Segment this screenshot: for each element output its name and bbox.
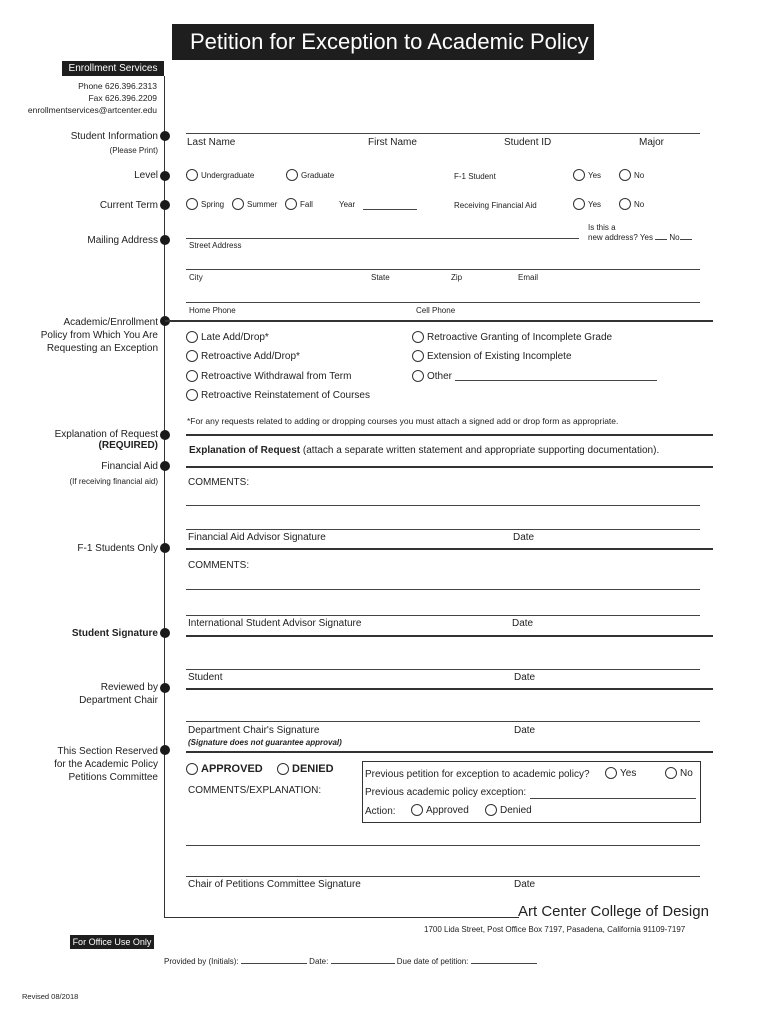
explanation-text bbox=[189, 445, 659, 456]
f1-comments-label: COMMENTS: bbox=[188, 560, 250, 571]
due-date-label: Due date of petition: bbox=[396, 957, 469, 966]
label-email: Email bbox=[518, 273, 539, 282]
timeline-dot bbox=[160, 628, 170, 638]
committee-comments-label: COMMENTS/EXPLANATION: bbox=[188, 785, 322, 796]
radio-label: Undergraduate bbox=[201, 170, 255, 180]
due-date-input[interactable] bbox=[471, 963, 537, 964]
radio-circle[interactable] bbox=[573, 169, 585, 181]
radio-label: Yes bbox=[588, 199, 602, 209]
phone-line[interactable] bbox=[186, 302, 700, 303]
office-email: enrollmentservices@artcenter.edu bbox=[27, 105, 157, 115]
label-please-print: (Please Print) bbox=[109, 146, 158, 155]
radio-circle[interactable] bbox=[619, 169, 631, 181]
financial-aid-comments-input[interactable] bbox=[186, 505, 700, 506]
radio-circle[interactable] bbox=[186, 350, 198, 362]
financial-aid-comments-label: COMMENTS: bbox=[188, 477, 250, 488]
office-fax: Fax 626.396.2209 bbox=[88, 93, 157, 103]
radio-label: Late Add/Drop* bbox=[201, 331, 269, 343]
label-policy-line3: Requesting an Exception bbox=[46, 343, 158, 354]
radio-label: Other bbox=[427, 370, 453, 382]
f1-signature-label: International Student Advisor Signature bbox=[188, 618, 362, 629]
label-street-address: Street Address bbox=[189, 241, 242, 250]
label-current-term: Current Term bbox=[99, 200, 158, 211]
radio-label: Graduate bbox=[301, 170, 335, 180]
financial-aid-signature-label: Financial Aid Advisor Signature bbox=[188, 532, 326, 543]
radio-label: No bbox=[634, 199, 645, 209]
office-phone: Phone 626.396.2313 bbox=[78, 81, 157, 91]
label-explanation-required: (REQUIRED) bbox=[98, 440, 158, 451]
label-is-this: Is this a bbox=[588, 223, 616, 232]
label-mailing-address: Mailing Address bbox=[87, 235, 158, 246]
label-reserved-line1: This Section Reserved bbox=[57, 746, 158, 757]
radio-spring[interactable] bbox=[186, 198, 224, 210]
enrollment-services-label: Enrollment Services bbox=[62, 61, 164, 76]
chair-date-label: Date bbox=[514, 725, 536, 736]
financial-aid-date-label: Date bbox=[513, 532, 535, 543]
action-label: Action: bbox=[365, 806, 396, 817]
chair-signature-label: Department Chair's Signature bbox=[188, 725, 320, 736]
label-financial-aid: Financial Aid bbox=[101, 461, 158, 472]
first-name-field[interactable]: First Name bbox=[368, 137, 417, 148]
radio-circle[interactable] bbox=[186, 331, 198, 343]
radio-aid-yes[interactable] bbox=[573, 198, 601, 210]
label-receiving-aid: Receiving Financial Aid bbox=[454, 201, 537, 210]
radio-circle[interactable] bbox=[186, 370, 198, 382]
student-id-field[interactable]: Student ID bbox=[504, 137, 552, 148]
section-divider bbox=[186, 635, 713, 637]
provided-by-row bbox=[164, 957, 537, 966]
label-level: Level bbox=[134, 170, 158, 181]
label-state: State bbox=[371, 273, 390, 282]
radio-circle[interactable] bbox=[277, 763, 289, 775]
radio-label: Yes bbox=[588, 170, 602, 180]
radio-extension[interactable] bbox=[412, 350, 572, 362]
label-home-phone: Home Phone bbox=[189, 306, 236, 315]
radio-graduate[interactable] bbox=[286, 169, 334, 181]
radio-prev-yes[interactable] bbox=[605, 767, 636, 779]
student-signature-input[interactable] bbox=[186, 669, 700, 670]
section-divider bbox=[186, 751, 713, 753]
timeline-dot bbox=[160, 131, 170, 141]
radio-label: Retroactive Reinstatement of Courses bbox=[201, 389, 370, 401]
radio-label: No bbox=[634, 170, 645, 180]
radio-circle[interactable] bbox=[605, 767, 617, 779]
f1-signature-input[interactable] bbox=[186, 615, 700, 616]
office-date-input[interactable] bbox=[331, 963, 395, 964]
label-policy-line2: Policy from Which You Are bbox=[40, 330, 158, 341]
radio-label: Retroactive Add/Drop* bbox=[201, 350, 300, 362]
radio-circle[interactable] bbox=[186, 169, 198, 181]
section-divider bbox=[165, 320, 713, 322]
radio-other[interactable] bbox=[412, 370, 657, 382]
radio-retro-reinstatement[interactable] bbox=[186, 389, 370, 401]
label-year: Year bbox=[339, 200, 356, 209]
radio-circle[interactable] bbox=[665, 767, 677, 779]
radio-label: Denied bbox=[500, 804, 532, 816]
radio-prev-no[interactable] bbox=[665, 767, 693, 779]
chair-signature-input[interactable] bbox=[186, 721, 700, 722]
radio-undergraduate[interactable] bbox=[186, 169, 254, 181]
timeline-dot bbox=[160, 461, 170, 471]
radio-label: Retroactive Withdrawal from Term bbox=[201, 370, 352, 382]
college-name: Art Center College of Design bbox=[518, 903, 709, 920]
office-date-label: Date: bbox=[309, 957, 329, 966]
radio-circle[interactable] bbox=[412, 350, 424, 362]
previous-exception-label: Previous academic policy exception: bbox=[365, 787, 527, 798]
label-new-address bbox=[588, 233, 692, 242]
section-divider bbox=[186, 434, 713, 436]
committee-comments-input[interactable] bbox=[186, 845, 700, 846]
student-date-label: Date bbox=[514, 672, 536, 683]
radio-label: APPROVED bbox=[201, 763, 263, 775]
radio-aid-no[interactable] bbox=[619, 198, 644, 210]
radio-f1-yes[interactable] bbox=[573, 169, 601, 181]
label-f1-students: F-1 Students Only bbox=[77, 543, 158, 554]
label-cell-phone: Cell Phone bbox=[416, 306, 456, 315]
new-address-yes-blank[interactable] bbox=[655, 239, 667, 240]
label-financial-aid-sub: (If receiving financial aid) bbox=[69, 477, 158, 486]
chair-approval-note: (Signature does not guarantee approval) bbox=[188, 738, 342, 747]
label-city: City bbox=[189, 273, 203, 282]
radio-fall[interactable] bbox=[285, 198, 313, 210]
previous-petition-question: Previous petition for exception to academic policy? bbox=[365, 769, 590, 780]
explanation-bold: Explanation of Request bbox=[189, 445, 301, 456]
section-divider bbox=[186, 688, 713, 690]
label-reserved-line2: for the Academic Policy bbox=[54, 759, 158, 770]
radio-approved[interactable] bbox=[186, 763, 263, 775]
last-name-field[interactable]: Last Name bbox=[187, 137, 236, 148]
student-label: Student bbox=[188, 672, 223, 683]
timeline-dot bbox=[160, 543, 170, 553]
timeline-dot bbox=[160, 171, 170, 181]
major-field[interactable]: Major bbox=[639, 137, 665, 148]
radio-retro-withdrawal[interactable] bbox=[186, 370, 351, 382]
radio-f1-no[interactable] bbox=[619, 169, 644, 181]
radio-action-approved[interactable] bbox=[411, 804, 469, 816]
radio-circle[interactable] bbox=[412, 331, 424, 343]
radio-circle[interactable] bbox=[411, 804, 423, 816]
city-line[interactable] bbox=[186, 269, 700, 270]
radio-retro-incomplete[interactable] bbox=[412, 331, 612, 343]
f1-date-label: Date bbox=[512, 618, 534, 629]
provided-by-input[interactable] bbox=[241, 963, 307, 964]
add-drop-note: *For any requests related to adding or dropping courses you must attach a signed add or drop form as appropriate. bbox=[187, 416, 619, 426]
timeline-dot bbox=[160, 745, 170, 755]
previous-exception-input[interactable] bbox=[530, 798, 696, 799]
radio-label: Extension of Existing Incomplete bbox=[427, 350, 572, 362]
radio-denied[interactable] bbox=[277, 763, 334, 775]
new-address-yes: new address? Yes bbox=[588, 233, 653, 242]
timeline-dot bbox=[160, 430, 170, 440]
radio-label: DENIED bbox=[292, 763, 334, 775]
label-department-chair: Department Chair bbox=[79, 695, 158, 706]
radio-circle[interactable] bbox=[186, 198, 198, 210]
radio-summer[interactable] bbox=[232, 198, 277, 210]
radio-label: Approved bbox=[426, 804, 469, 816]
timeline-dot bbox=[160, 200, 170, 210]
financial-aid-signature-input[interactable] bbox=[186, 529, 700, 530]
radio-circle[interactable] bbox=[186, 763, 198, 775]
label-policy-line1: Academic/Enrollment bbox=[63, 317, 158, 328]
college-address: 1700 Lida Street, Post Office Box 7197, Pasadena, California 91109-7197 bbox=[424, 925, 686, 934]
explanation-rest: (attach a separate written statement and appropriate supporting documentation). bbox=[302, 445, 660, 456]
street-address-input[interactable] bbox=[186, 238, 579, 239]
student-info-line bbox=[186, 133, 700, 134]
label-zip: Zip bbox=[451, 273, 463, 282]
office-use-label: For Office Use Only bbox=[70, 935, 154, 949]
committee-chair-signature-input[interactable] bbox=[186, 876, 700, 877]
radio-late-add-drop[interactable] bbox=[186, 331, 269, 343]
radio-circle[interactable] bbox=[232, 198, 244, 210]
label-student-signature: Student Signature bbox=[71, 628, 158, 639]
timeline-dot bbox=[160, 683, 170, 693]
radio-circle[interactable] bbox=[186, 389, 198, 401]
radio-circle[interactable] bbox=[412, 370, 424, 382]
section-divider bbox=[186, 548, 713, 550]
committee-chair-signature-label: Chair of Petitions Committee Signature bbox=[188, 879, 361, 890]
page-title: Petition for Exception to Academic Policy bbox=[172, 24, 594, 60]
radio-circle[interactable] bbox=[619, 198, 631, 210]
radio-circle[interactable] bbox=[485, 804, 497, 816]
radio-action-denied[interactable] bbox=[485, 804, 532, 816]
radio-label: Spring bbox=[201, 199, 225, 209]
bottom-rule bbox=[164, 917, 519, 918]
label-explanation: Explanation of Request bbox=[54, 429, 158, 440]
label-f1-student: F-1 Student bbox=[454, 172, 496, 181]
radio-circle[interactable] bbox=[573, 198, 585, 210]
other-input[interactable] bbox=[455, 371, 657, 381]
radio-label: No bbox=[680, 767, 693, 779]
label-reserved-line3: Petitions Committee bbox=[68, 772, 158, 783]
timeline-dot bbox=[160, 235, 170, 245]
year-input[interactable] bbox=[363, 209, 417, 210]
radio-label: Summer bbox=[247, 199, 278, 209]
section-divider bbox=[186, 466, 713, 468]
new-address-no: No bbox=[669, 233, 680, 242]
label-reviewed-by: Reviewed by bbox=[100, 682, 158, 693]
label-student-information: Student Information bbox=[70, 131, 158, 142]
radio-label: Yes bbox=[620, 767, 637, 779]
committee-date-label: Date bbox=[514, 879, 536, 890]
revision-date: Revised 08/2018 bbox=[22, 992, 79, 1001]
new-address-no-blank[interactable] bbox=[680, 239, 692, 240]
radio-label: Fall bbox=[300, 199, 313, 209]
provided-by-label: Provided by (Initials): bbox=[164, 957, 239, 966]
radio-label: Retroactive Granting of Incomplete Grade bbox=[427, 331, 613, 343]
radio-circle[interactable] bbox=[286, 169, 298, 181]
radio-retro-add-drop[interactable] bbox=[186, 350, 300, 362]
radio-circle[interactable] bbox=[285, 198, 297, 210]
f1-comments-input[interactable] bbox=[186, 589, 700, 590]
